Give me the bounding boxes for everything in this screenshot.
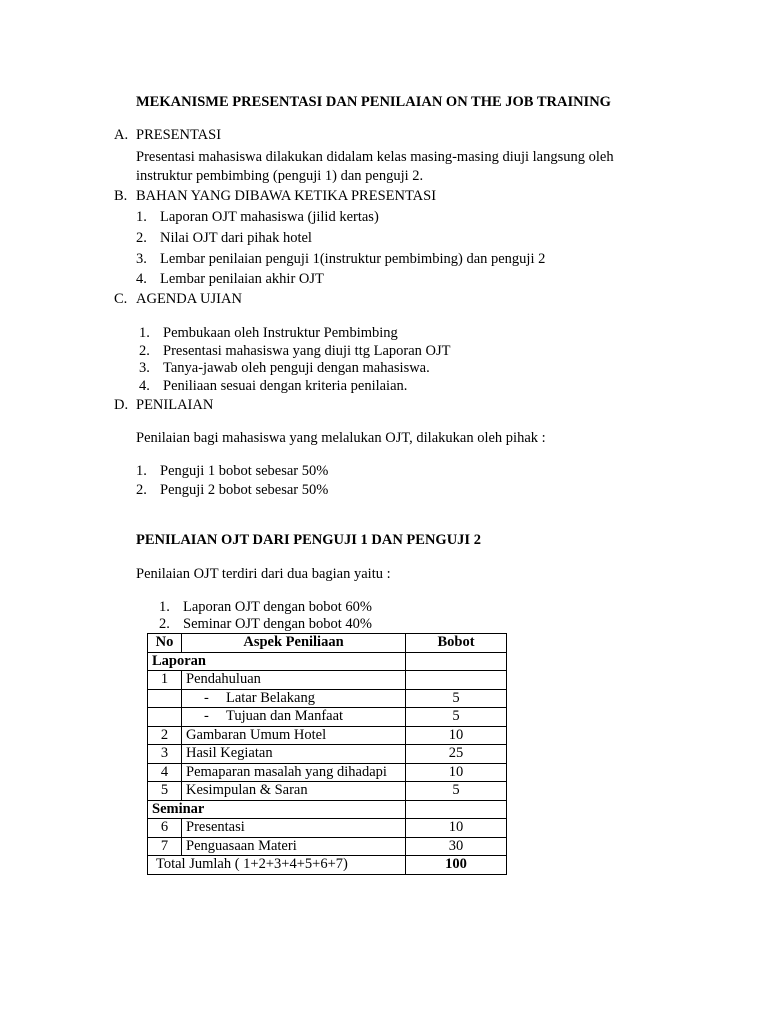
column-header-aspek: Aspek Peniliaan [182, 634, 406, 653]
list-item: 3. Lembar penilaian penguji 1(instruktur pembimbing) dan penguji 2 [136, 251, 546, 267]
section-a-letter: A. [114, 127, 129, 143]
table-row: - Tujuan dan Manfaat 5 [148, 708, 507, 727]
section-d-heading: PENILAIAN [136, 397, 214, 413]
section-2-intro: Penilaian OJT terdiri dari dua bagian yaitu : [136, 566, 391, 582]
table-row: 6 Presentasi 10 [148, 819, 507, 838]
grading-table [147, 633, 507, 875]
table-header-row [148, 634, 507, 653]
section-b-letter: B. [114, 188, 128, 204]
section-a-heading: PRESENTASI [136, 127, 222, 143]
table-row: 5 Kesimpulan & Saran 5 [148, 782, 507, 801]
list-item: 1. Penguji 1 bobot sebesar 50% [136, 463, 329, 479]
table-total-row [148, 856, 507, 875]
table-row: 1 Pendahuluan [148, 671, 507, 690]
section-d-letter: D. [114, 397, 129, 413]
section-c-heading: AGENDA UJIAN [136, 291, 242, 307]
table-row: 7 Penguasaan Materi 30 [148, 837, 507, 856]
section-a-text-line-2: instruktur pembimbing (penguji 1) dan penguji 2. [136, 168, 424, 184]
section-d-intro: Penilaian bagi mahasiswa yang melalukan OJT, dilakukan oleh pihak : [136, 430, 546, 446]
column-header-bobot: Bobot [406, 634, 507, 653]
table-row: 4 Pemaparan masalah yang dihadapi 10 [148, 763, 507, 782]
table-group-row [148, 800, 507, 819]
section-2-heading: PENILAIAN OJT DARI PENGUJI 1 DAN PENGUJI 2 [136, 532, 481, 548]
list-item: 2. Seminar OJT dengan bobot 40% [159, 616, 373, 632]
list-item: 2. Penguji 2 bobot sebesar 50% [136, 482, 329, 498]
group-label-laporan: Laporan [148, 652, 406, 671]
list-item: 4. Peniliaan sesuai dengan kriteria penilaian. [139, 378, 408, 394]
list-item: 4. Lembar penilaian akhir OJT [136, 271, 324, 287]
group-label-seminar: Seminar [148, 800, 406, 819]
list-item: 1. Pembukaan oleh Instruktur Pembimbing [139, 325, 398, 341]
total-value: 100 [406, 856, 507, 875]
table-row: - Latar Belakang 5 [148, 689, 507, 708]
table-group-row [148, 652, 507, 671]
total-label: Total Jumlah ( 1+2+3+4+5+6+7) [148, 856, 406, 875]
list-item: 2. Presentasi mahasiswa yang diuji ttg Laporan OJT [139, 343, 451, 359]
section-b-heading: BAHAN YANG DIBAWA KETIKA PRESENTASI [136, 188, 437, 204]
table-row: 3 Hasil Kegiatan 25 [148, 745, 507, 764]
section-a-text-line-1: Presentasi mahasiswa dilakukan didalam kelas masing-masing diuji langsung oleh [136, 149, 614, 165]
list-item: 2. Nilai OJT dari pihak hotel [136, 230, 312, 246]
list-item: 3. Tanya-jawab oleh penguji dengan mahasiswa. [139, 360, 430, 376]
document-title: MEKANISME PRESENTASI DAN PENILAIAN ON THE JOB TRAINING [136, 94, 611, 110]
section-c-letter: C. [114, 291, 128, 307]
list-item: 1. Laporan OJT mahasiswa (jilid kertas) [136, 209, 379, 225]
list-item: 1. Laporan OJT dengan bobot 60% [159, 599, 372, 615]
column-header-no: No [148, 634, 182, 653]
table-row: 2 Gambaran Umum Hotel 10 [148, 726, 507, 745]
